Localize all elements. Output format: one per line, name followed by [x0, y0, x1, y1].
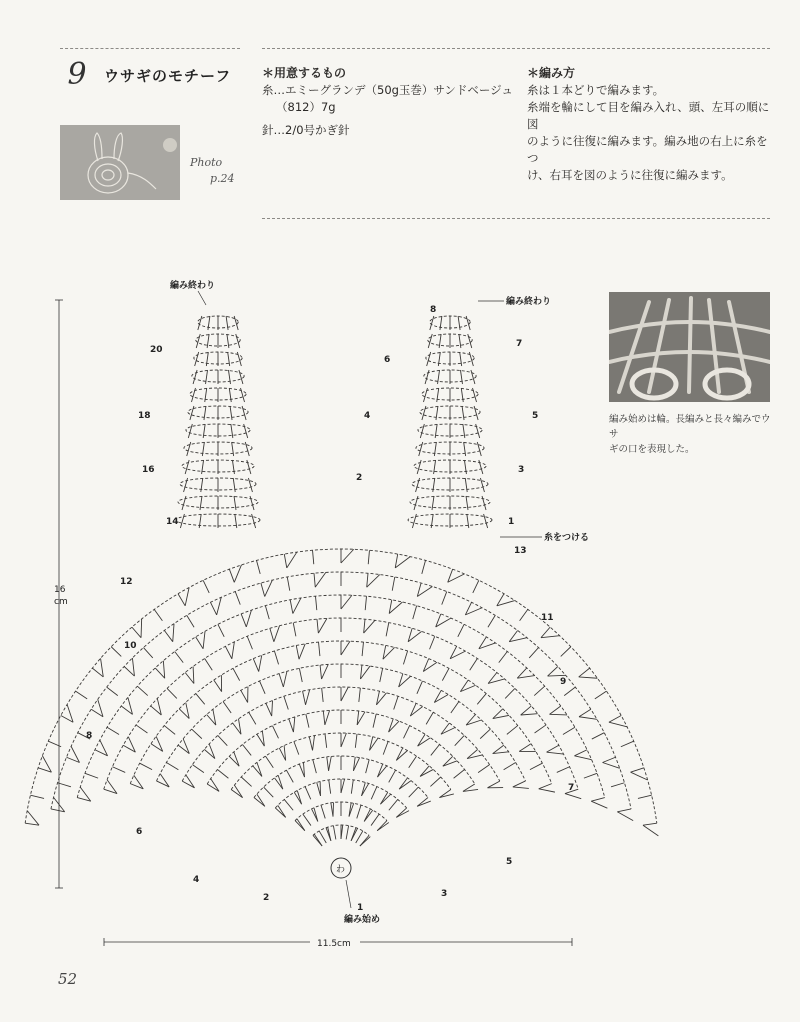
ear-row-label-4: 4: [364, 411, 371, 421]
caption-line-1: 編み始めは輪。長編みと長々編みでウサ: [609, 414, 771, 440]
method-line-2: 糸端を輪にして目を編み入れ、頭、左耳の順に図: [527, 100, 770, 131]
page-title: ウサギのモチーフ: [104, 66, 232, 85]
height-value: 16: [54, 585, 66, 595]
method-section: [527, 65, 777, 184]
bunny-motif-image: [60, 125, 180, 200]
stitch-closeup-image: [609, 292, 770, 402]
ear-row-label-7: 7: [516, 339, 523, 349]
closeup-photo: [609, 292, 770, 402]
method-line-4: け、右耳を図のように往復に編みます。: [527, 168, 733, 182]
ear-row-label-8: 8: [430, 305, 437, 315]
top-rule-right: [262, 48, 770, 49]
row-label-11: 11: [541, 613, 554, 623]
photo-label: Photo: [190, 156, 223, 169]
middle-rule: [262, 218, 770, 219]
ear-row-label-6: 6: [384, 355, 391, 365]
row-label-2: 2: [263, 893, 270, 903]
caption-line-2: ギの口を表現した。: [609, 444, 695, 455]
row-label-16: 16: [142, 465, 155, 475]
width-value: 11.5cm: [317, 939, 351, 949]
top-rule: [60, 48, 240, 49]
ear-row-label-5: 5: [532, 411, 539, 421]
row-label-8: 8: [86, 731, 93, 741]
row-label-18: 18: [138, 411, 151, 421]
end-label-left: 編み終わり: [170, 281, 216, 291]
height-unit: cm: [54, 597, 68, 607]
page-number: 52: [58, 970, 78, 988]
row-label-5: 5: [506, 857, 513, 867]
row-label-1: 1: [357, 903, 364, 913]
ear-row-label-3: 3: [518, 465, 525, 475]
row-label-14: 14: [166, 517, 179, 527]
row-label-4: 4: [193, 875, 200, 885]
end-label-right: 編み終わり: [506, 297, 552, 307]
yarn-line-2: （812）7g: [276, 100, 336, 114]
row-label-12: 12: [120, 577, 133, 587]
row-label-20: 20: [150, 345, 163, 355]
start-label: 編み始め: [344, 915, 381, 925]
yarn-line-1: 糸…エミーグランデ（50g玉巻）サンドベージュ: [262, 83, 513, 97]
row-label-3: 3: [441, 889, 448, 899]
method-line-1: 糸は１本どりで編みます。: [527, 83, 665, 97]
row-label-10: 10: [124, 641, 137, 651]
motif-photo: [60, 125, 180, 200]
ring-label: わ: [336, 865, 346, 875]
photo-page: p.24: [210, 172, 235, 185]
number-badge: 9: [67, 57, 87, 92]
row-label-9: 9: [560, 677, 567, 687]
ear-row-label-2: 2: [356, 473, 363, 483]
closeup-caption: [609, 412, 779, 457]
title-block: [60, 58, 250, 92]
method-heading: ＊編み方: [527, 66, 576, 80]
row-label-13: 13: [514, 546, 527, 556]
row-label-7: 7: [568, 783, 575, 793]
photo-reference: [190, 155, 235, 187]
row-label-6: 6: [136, 827, 143, 837]
hook-line: 針…2/0号かぎ針: [262, 123, 350, 137]
attach-label: 糸をつける: [544, 533, 590, 543]
ear-stitches: [176, 316, 492, 528]
stitch-arcs: [25, 549, 658, 846]
materials-section: [262, 65, 517, 139]
materials-heading: ＊用意するもの: [262, 66, 347, 80]
ear-row-label-1: 1: [508, 517, 515, 527]
method-line-3: のように往復に編みます。編み地の右上に糸をつ: [527, 134, 768, 165]
